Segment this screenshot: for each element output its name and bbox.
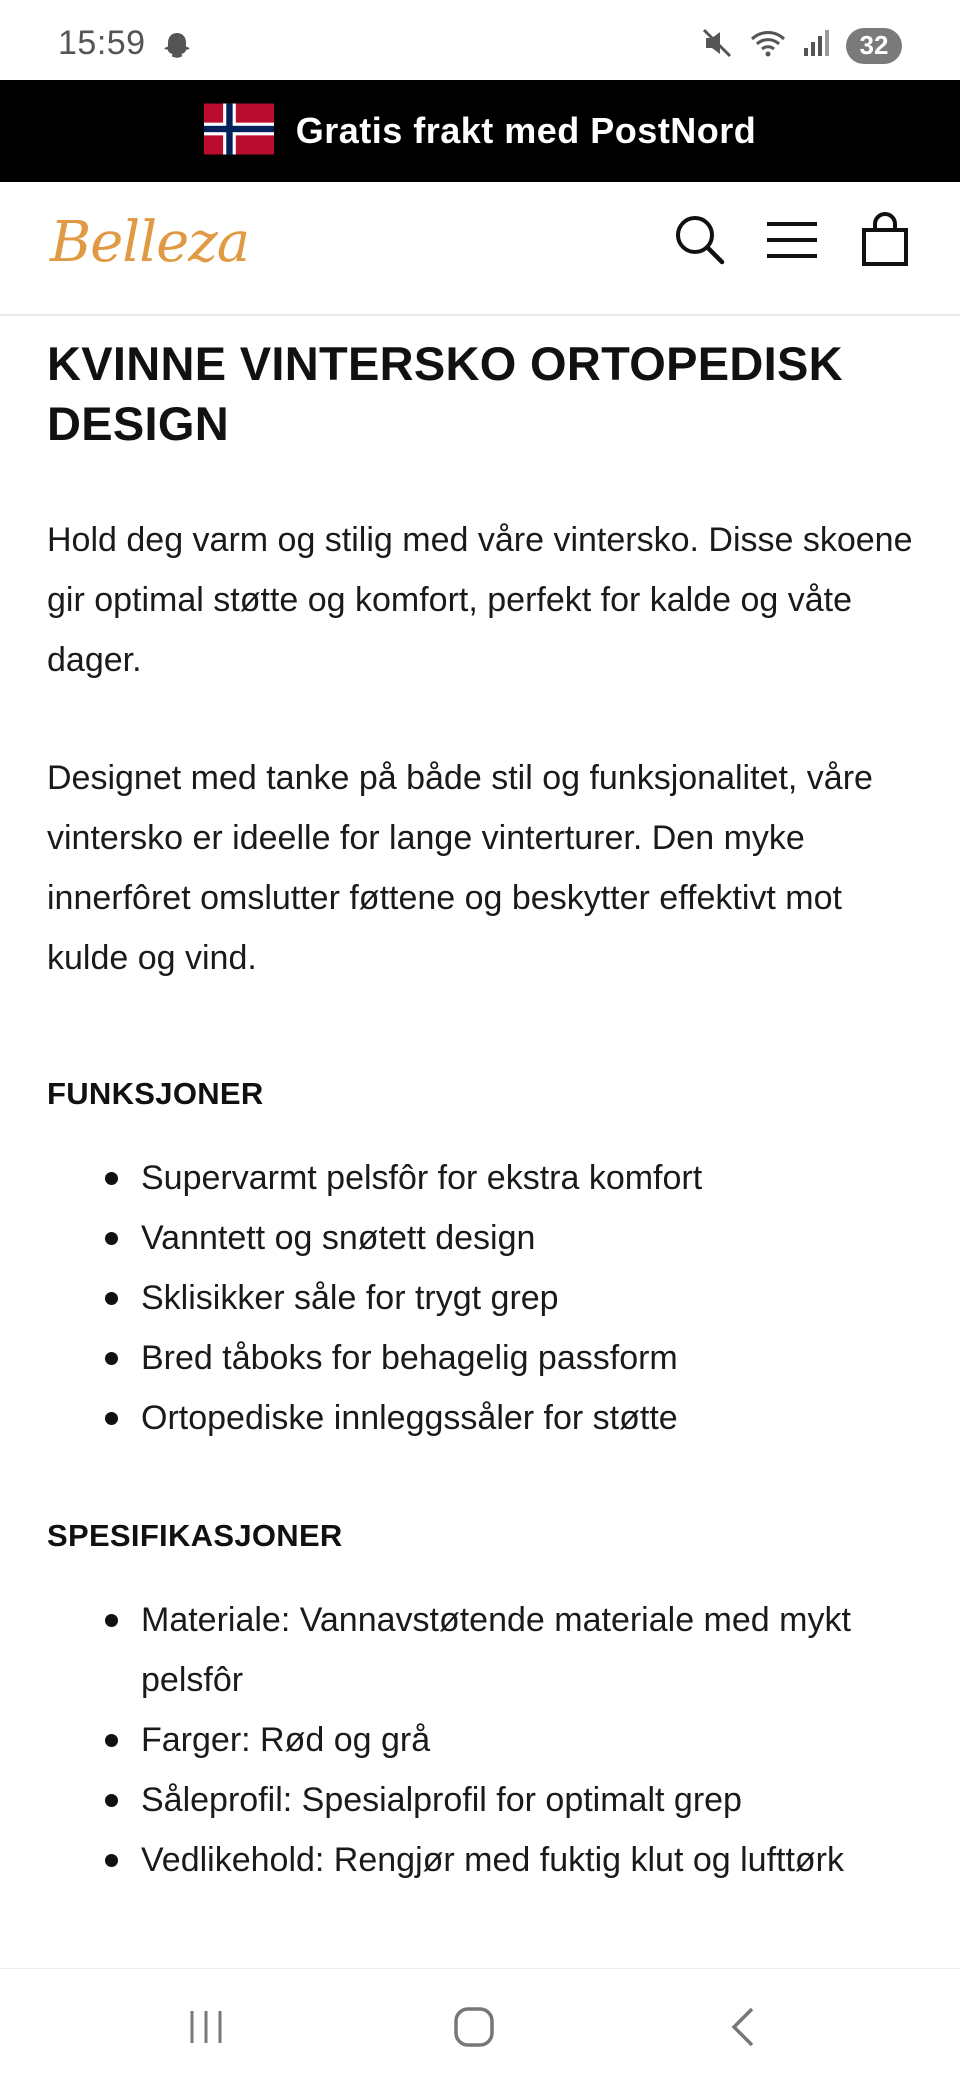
status-bar bbox=[0, 0, 960, 80]
bullet-dot bbox=[105, 1292, 118, 1305]
snapchat-ghost-icon bbox=[160, 30, 194, 69]
list-item-text: Vanntett og snøtett design bbox=[141, 1219, 536, 1257]
list-item bbox=[105, 1268, 917, 1328]
shopping-bag-icon[interactable] bbox=[856, 210, 916, 270]
list-item-text: Bred tåboks for behagelig passform bbox=[141, 1339, 678, 1377]
bullet-dot bbox=[105, 1614, 118, 1627]
list-item bbox=[105, 1590, 917, 1710]
description-paragraph: Hold deg varm og stilig med våre vintersko. Disse skoene gir optimal støtte og komfort, perfekt for kalde og våte dager. bbox=[47, 521, 913, 679]
list-item-text: Sklisikker såle for trygt grep bbox=[141, 1279, 559, 1317]
specifications-list bbox=[47, 1590, 917, 1890]
promo-text: Gratis frakt med PostNord bbox=[295, 110, 757, 151]
list-item bbox=[105, 1830, 917, 1890]
page-title: KVINNE VINTERSKO ORTOPEDISK DESIGN bbox=[47, 337, 843, 450]
promo-banner[interactable] bbox=[0, 80, 960, 182]
system-nav-bar bbox=[0, 1968, 960, 2081]
list-item bbox=[105, 1148, 917, 1208]
features-list bbox=[47, 1148, 917, 1448]
status-icons bbox=[700, 26, 902, 65]
brand-logo[interactable]: Belleza bbox=[50, 210, 250, 275]
home-icon[interactable] bbox=[452, 2005, 496, 2054]
bullet-dot bbox=[105, 1232, 118, 1245]
product-description bbox=[47, 334, 917, 1890]
list-item bbox=[105, 1388, 917, 1448]
bullet-dot bbox=[105, 1412, 118, 1425]
status-time: 15:59 bbox=[58, 24, 146, 62]
mute-icon bbox=[700, 26, 734, 65]
search-icon[interactable] bbox=[670, 210, 730, 270]
back-icon[interactable] bbox=[722, 2005, 766, 2054]
norway-flag-icon bbox=[204, 103, 274, 160]
specifications-heading: SPESIFIKASJONER bbox=[47, 1518, 343, 1553]
battery-indicator: 32 bbox=[846, 28, 902, 64]
list-item bbox=[105, 1770, 917, 1830]
list-item-text: Materiale: Vannavstøtende materiale med mykt pelsfôr bbox=[141, 1601, 851, 1699]
site-header bbox=[0, 182, 960, 316]
list-item-text: Vedlikehold: Rengjør med fuktig klut og lufttørk bbox=[141, 1841, 844, 1879]
list-item bbox=[105, 1328, 917, 1388]
features-heading: FUNKSJONER bbox=[47, 1076, 264, 1111]
bullet-dot bbox=[105, 1794, 118, 1807]
hamburger-menu-icon[interactable] bbox=[762, 210, 822, 270]
list-item-text: Farger: Rød og grå bbox=[141, 1721, 431, 1759]
list-item bbox=[105, 1208, 917, 1268]
list-item-text: Såleprofil: Spesialprofil for optimalt grep bbox=[141, 1781, 742, 1819]
list-item bbox=[105, 1710, 917, 1770]
bullet-dot bbox=[105, 1734, 118, 1747]
signal-icon bbox=[802, 26, 832, 65]
description-paragraph: Designet med tanke på både stil og funksjonalitet, våre vintersko er ideelle for lange vinterturer. Den myke innerfôret omslutter føttene og beskytter effektivt mot kulde og vind. bbox=[47, 759, 873, 977]
recent-apps-icon[interactable] bbox=[184, 2005, 228, 2054]
list-item-text: Supervarmt pelsfôr for ekstra komfort bbox=[141, 1159, 703, 1197]
bullet-dot bbox=[105, 1854, 118, 1867]
bullet-dot bbox=[105, 1172, 118, 1185]
list-item-text: Ortopediske innleggssåler for støtte bbox=[141, 1399, 678, 1437]
wifi-icon bbox=[748, 26, 788, 65]
bullet-dot bbox=[105, 1352, 118, 1365]
